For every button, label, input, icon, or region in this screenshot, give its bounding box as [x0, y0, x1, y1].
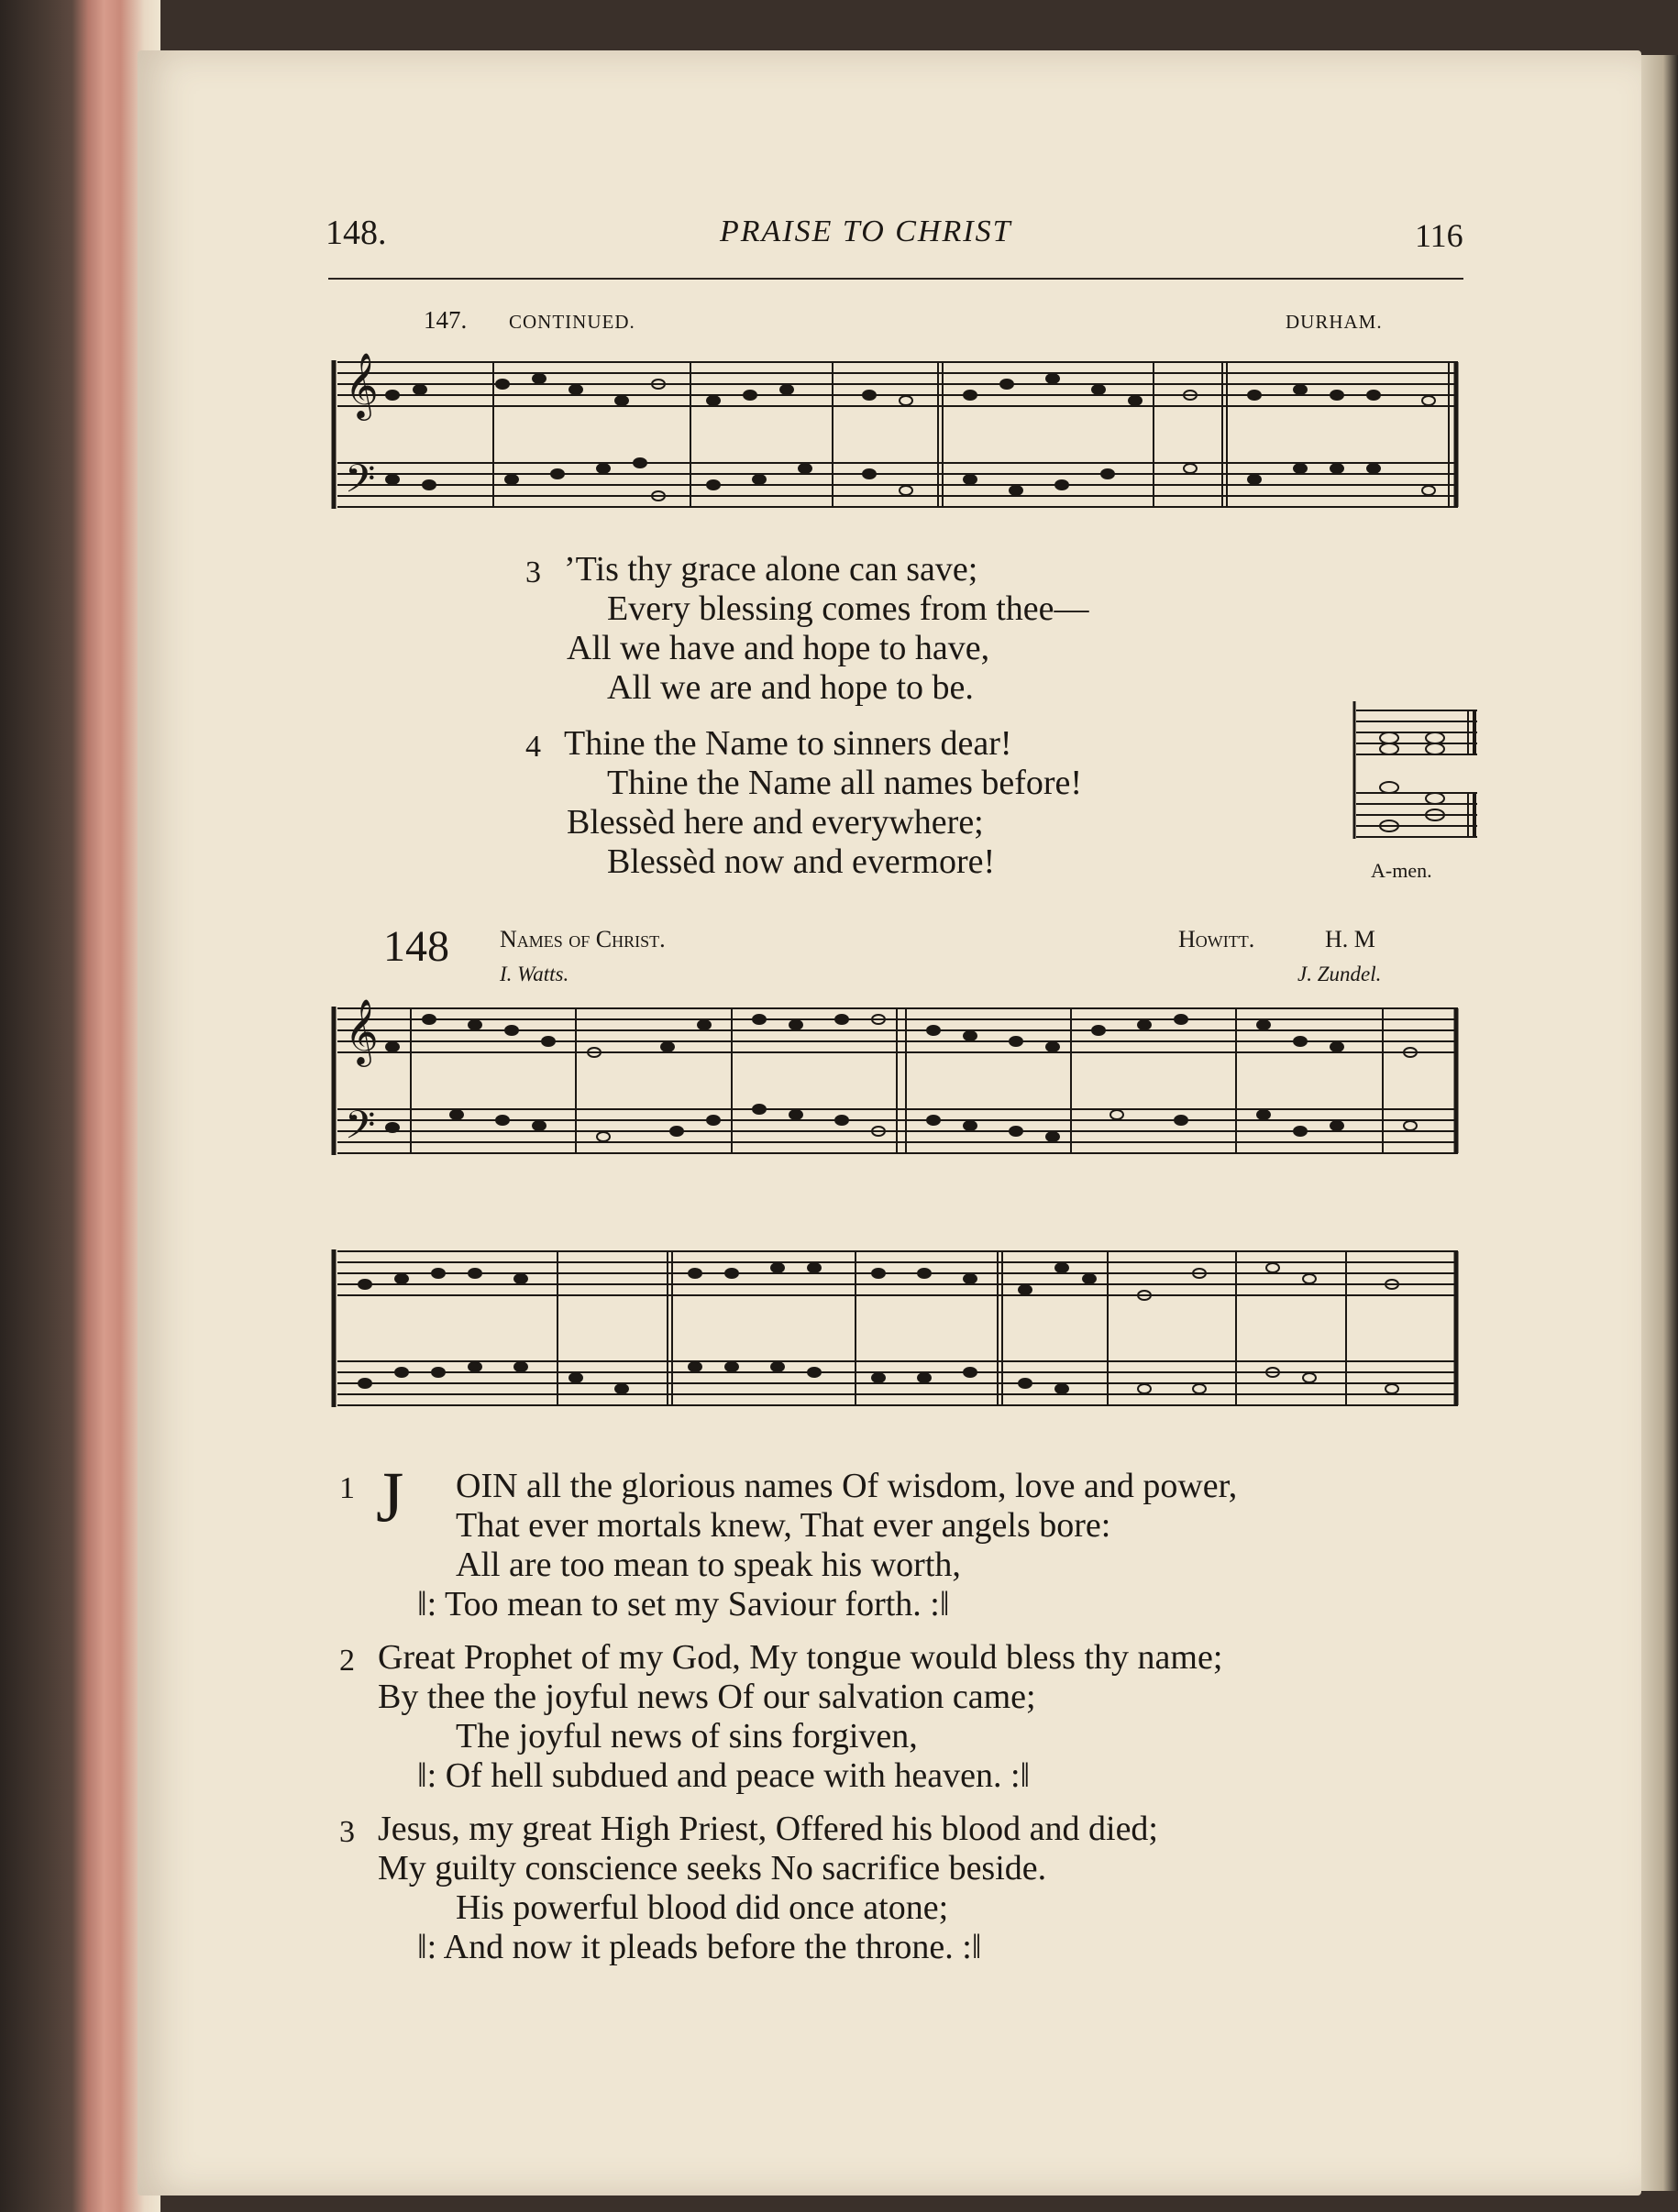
page-number: 116: [1415, 217, 1463, 254]
svg-text:𝄢: 𝄢: [345, 457, 376, 512]
hymn-148-verse-3-line-4: ‖: And now it pleads before the throne. :‖: [417, 1928, 982, 1966]
hymn-148-verse-1-number: 1: [339, 1471, 355, 1505]
header-hymn-number: 148.: [326, 214, 387, 252]
hymn-147-verse-4-number: 4: [525, 730, 541, 764]
header-rule: [328, 278, 1463, 280]
hymn-147-verse-4-line-4: Blessèd now and evermore!: [607, 842, 996, 881]
hymn-148-verse-3-line-1: Jesus, my great High Priest, Offered his blood and died;: [378, 1810, 1158, 1848]
hymn-147-verse-3-line-4: All we are and hope to be.: [607, 668, 974, 707]
amen-music: [1352, 701, 1481, 848]
hymn-147-verse-3-line-3: All we have and hope to have,: [567, 629, 990, 667]
svg-text:𝄞: 𝄞: [345, 353, 379, 418]
hymn-147-verse-4-line-1: Thine the Name to sinners dear!: [564, 724, 1012, 763]
hymn-147-verse-3-line-2: Every blessing comes from thee—: [607, 589, 1089, 628]
hymn-148-title: Names of Christ.: [500, 926, 666, 952]
hymn-148-author: I. Watts.: [500, 963, 569, 985]
hymn-148-verse-3-line-2: My guilty conscience seeks No sacrifice beside.: [378, 1849, 1047, 1887]
hymn-148-number: 148: [383, 922, 449, 971]
hymn-148-verse-2-line-1: Great Prophet of my God, My tongue would bless thy name;: [378, 1638, 1223, 1677]
svg-text:𝄢: 𝄢: [345, 1103, 376, 1158]
hymn-148-tune: Howitt.: [1178, 926, 1255, 952]
hymn-147-label: CONTINUED.: [509, 311, 635, 333]
book-page-edges: [0, 0, 160, 2212]
hymn-148-verse-2-line-2: By thee the joyful news Of our salvation came;: [378, 1678, 1036, 1716]
hymn-148-verse-1-line-1: OIN all the glorious names Of wisdom, love and power,: [456, 1467, 1238, 1505]
music-notation: [328, 353, 1463, 536]
hymn-148-verse-3-line-3: His powerful blood did once atone;: [456, 1888, 949, 1927]
hymn-148-verse-2-line-4: ‖: Of hell subdued and peace with heaven. :‖: [417, 1756, 1031, 1795]
svg-text:𝄞: 𝄞: [345, 999, 379, 1064]
hymn-148-music-system-2: [328, 1242, 1463, 1435]
hymn-148-verse-2-line-3: The joyful news of sins forgiven,: [456, 1717, 918, 1755]
hymn-148-verse-1-line-2: That ever mortals knew, That ever angels bore:: [456, 1506, 1111, 1545]
hymn-148-verse-3-number: 3: [339, 1815, 355, 1849]
header-title: PRAISE TO CHRIST: [720, 215, 1012, 248]
hymn-147-verse-4-line-2: Thine the Name all names before!: [607, 764, 1083, 802]
hymn-147-music-system: [328, 353, 1463, 536]
hymn-148-music-system-1: [328, 999, 1463, 1183]
hymn-147-verse-3-number: 3: [525, 556, 541, 589]
hymn-148-verse-1-line-4: ‖: Too mean to set my Saviour forth. :‖: [417, 1585, 950, 1623]
amen-label: A-men.: [1371, 859, 1432, 882]
hymn-148-verse-2-number: 2: [339, 1644, 355, 1678]
hymn-148-composer: J. Zundel.: [1297, 963, 1382, 985]
hymn-147-verse-4-line-3: Blessèd here and everywhere;: [567, 803, 984, 842]
hymn-148-verse-1-line-3: All are too mean to speak his worth,: [456, 1546, 961, 1584]
hymn-148-meter: H. M: [1325, 926, 1375, 952]
hymn-147-verse-3-line-1: ’Tis thy grace alone can save;: [564, 550, 978, 589]
hymn-148-verse-1-dropcap: J: [376, 1457, 404, 1536]
hymn-147-number: 147.: [424, 306, 468, 334]
book-right-edge: [1641, 55, 1678, 2191]
hymn-147-tune: DURHAM.: [1286, 311, 1383, 333]
